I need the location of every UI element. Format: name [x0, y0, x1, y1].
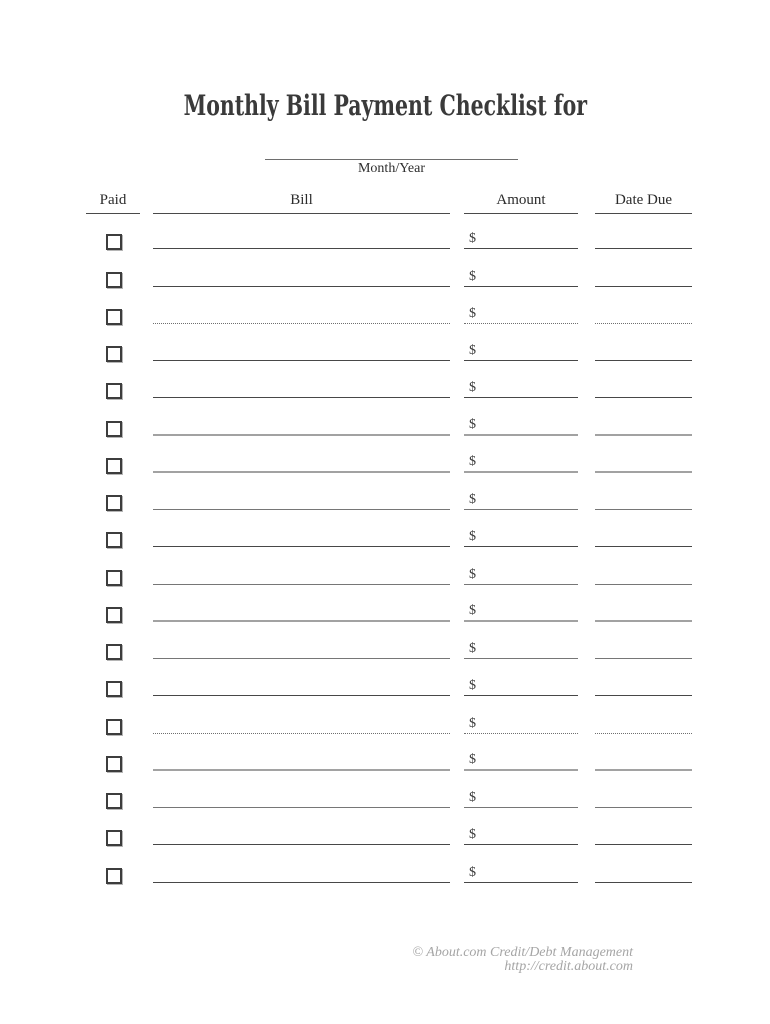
column-header-amount: Amount — [464, 191, 578, 214]
table-row — [0, 568, 770, 585]
amount-field[interactable] — [464, 603, 578, 622]
bill-field[interactable] — [153, 492, 450, 510]
table-row — [0, 530, 770, 547]
table-row — [0, 791, 770, 808]
paid-checkbox[interactable] — [106, 421, 122, 437]
amount-field[interactable] — [464, 865, 578, 883]
table-row — [0, 828, 770, 845]
date-due-field[interactable] — [595, 865, 692, 883]
paid-checkbox[interactable] — [106, 346, 122, 362]
date-due-field[interactable] — [595, 492, 692, 510]
paid-checkbox[interactable] — [106, 756, 122, 772]
bill-field[interactable] — [153, 567, 450, 585]
bill-field[interactable] — [153, 306, 450, 324]
footer-copyright: © About.com Credit/Debt Management — [412, 945, 633, 960]
paid-checkbox[interactable] — [106, 830, 122, 846]
paid-checkbox[interactable] — [106, 570, 122, 586]
table-row — [0, 344, 770, 361]
dollar-sign: $ — [469, 678, 476, 694]
amount-field[interactable] — [464, 454, 578, 473]
amount-field[interactable] — [464, 269, 578, 287]
paid-checkbox[interactable] — [106, 719, 122, 735]
amount-field[interactable] — [464, 827, 578, 845]
amount-field[interactable] — [464, 343, 578, 361]
bill-field[interactable] — [153, 752, 450, 771]
dollar-sign: $ — [469, 529, 476, 545]
dollar-sign: $ — [469, 641, 476, 657]
date-due-field[interactable] — [595, 827, 692, 845]
dollar-sign: $ — [469, 492, 476, 508]
bill-field[interactable] — [153, 641, 450, 659]
paid-checkbox[interactable] — [106, 681, 122, 697]
amount-field[interactable] — [464, 231, 578, 249]
bill-field[interactable] — [153, 529, 450, 547]
bill-field[interactable] — [153, 231, 450, 249]
dollar-sign: $ — [469, 231, 476, 247]
bill-field[interactable] — [153, 827, 450, 845]
date-due-field[interactable] — [595, 454, 692, 473]
column-header-bill: Bill — [153, 191, 450, 214]
amount-field[interactable] — [464, 641, 578, 659]
table-row — [0, 232, 770, 249]
page-title-text: Monthly Bill Payment Checklist for — [183, 89, 587, 122]
amount-field[interactable] — [464, 790, 578, 808]
paid-checkbox[interactable] — [106, 272, 122, 288]
bill-field[interactable] — [153, 343, 450, 361]
paid-checkbox[interactable] — [106, 495, 122, 511]
dollar-sign: $ — [469, 343, 476, 359]
dollar-sign: $ — [469, 790, 476, 806]
amount-field[interactable] — [464, 492, 578, 510]
bill-field[interactable] — [153, 790, 450, 808]
dollar-sign: $ — [469, 453, 476, 469]
paid-checkbox[interactable] — [106, 644, 122, 660]
amount-field[interactable] — [464, 306, 578, 324]
amount-field[interactable] — [464, 567, 578, 585]
dollar-sign: $ — [469, 268, 476, 284]
paid-checkbox[interactable] — [106, 532, 122, 548]
dollar-sign: $ — [469, 416, 476, 432]
dollar-sign: $ — [469, 380, 476, 396]
column-header-paid: Paid — [86, 191, 140, 214]
paid-checkbox[interactable] — [106, 793, 122, 809]
date-due-field[interactable] — [595, 790, 692, 808]
date-due-field[interactable] — [595, 417, 692, 436]
bill-field[interactable] — [153, 865, 450, 883]
table-row — [0, 679, 770, 696]
date-due-field[interactable] — [595, 567, 692, 585]
amount-field[interactable] — [464, 716, 578, 734]
table-row — [0, 453, 770, 473]
date-due-field[interactable] — [595, 603, 692, 622]
bill-field[interactable] — [153, 454, 450, 473]
paid-checkbox[interactable] — [106, 607, 122, 623]
date-due-field[interactable] — [595, 306, 692, 324]
paid-checkbox[interactable] — [106, 234, 122, 250]
bill-field[interactable] — [153, 269, 450, 287]
dollar-sign: $ — [469, 864, 476, 880]
table-row — [0, 381, 770, 398]
dollar-sign: $ — [469, 305, 476, 321]
paid-checkbox[interactable] — [106, 383, 122, 399]
amount-field[interactable] — [464, 529, 578, 547]
amount-field[interactable] — [464, 380, 578, 398]
date-due-field[interactable] — [595, 343, 692, 361]
paid-checkbox[interactable] — [106, 868, 122, 884]
table-row — [0, 493, 770, 510]
dollar-sign: $ — [469, 827, 476, 843]
paid-checkbox[interactable] — [106, 309, 122, 325]
date-due-field[interactable] — [595, 641, 692, 659]
table-row — [0, 416, 770, 436]
amount-field[interactable] — [464, 417, 578, 436]
column-header-date-due: Date Due — [595, 191, 692, 214]
table-row — [0, 307, 770, 324]
table-row — [0, 751, 770, 771]
date-due-field[interactable] — [595, 380, 692, 398]
footer — [412, 946, 633, 974]
date-due-field[interactable] — [595, 231, 692, 249]
dollar-sign: $ — [469, 566, 476, 582]
table-row — [0, 642, 770, 659]
table-row — [0, 717, 770, 734]
dollar-sign: $ — [469, 751, 476, 767]
date-due-field[interactable] — [595, 678, 692, 696]
table-row — [0, 602, 770, 622]
bill-field[interactable] — [153, 603, 450, 622]
table-row — [0, 866, 770, 883]
date-due-field[interactable] — [595, 716, 692, 734]
date-due-field[interactable] — [595, 269, 692, 287]
dollar-sign: $ — [469, 602, 476, 618]
date-due-field[interactable] — [595, 529, 692, 547]
table-row — [0, 270, 770, 287]
paid-checkbox[interactable] — [106, 458, 122, 474]
amount-field[interactable] — [464, 752, 578, 771]
bill-field[interactable] — [153, 716, 450, 734]
amount-field[interactable] — [464, 678, 578, 696]
date-due-field[interactable] — [595, 752, 692, 771]
footer-url: http://credit.about.com — [504, 959, 633, 974]
month-year-label: Month/Year — [357, 161, 426, 176]
dollar-sign: $ — [469, 715, 476, 731]
bill-field[interactable] — [153, 380, 450, 398]
bill-field[interactable] — [153, 417, 450, 436]
bill-field[interactable] — [153, 678, 450, 696]
